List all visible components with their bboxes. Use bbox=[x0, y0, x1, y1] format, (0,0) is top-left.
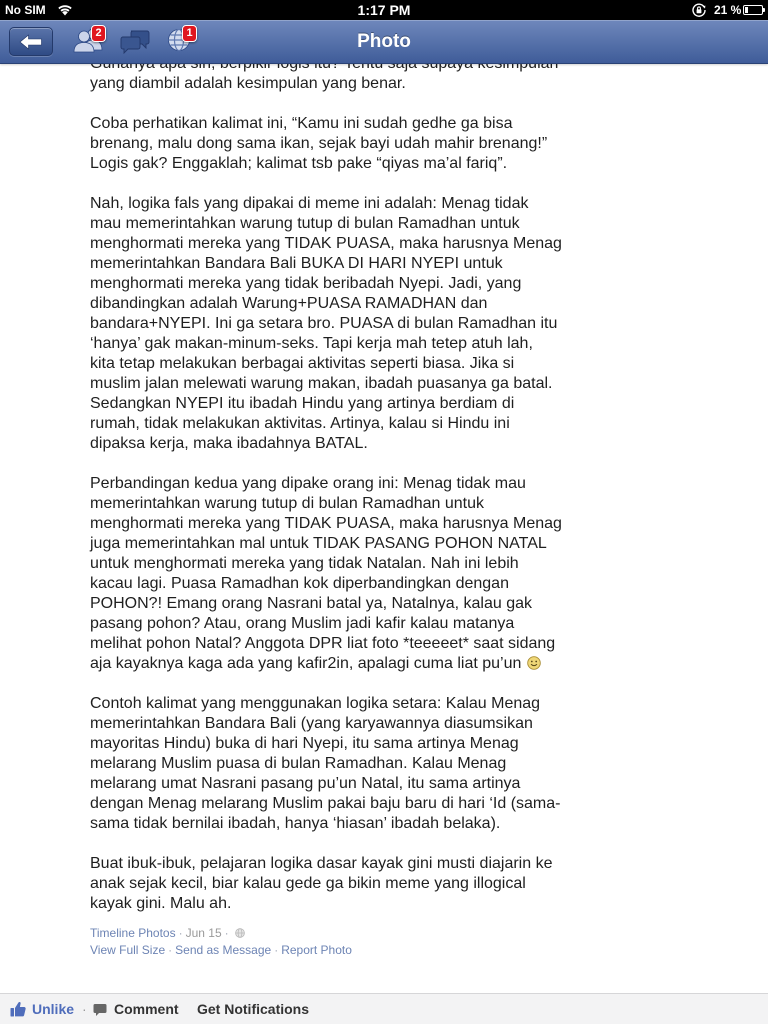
messages-icon[interactable] bbox=[120, 30, 150, 54]
separator: · bbox=[224, 926, 229, 940]
post-text-line: Sedangkan NYEPI itu ibadah Hindu yang artinya berdiam di bbox=[90, 395, 515, 412]
notifications-badge[interactable]: 1 bbox=[182, 25, 197, 42]
post-text-line: melarang umat Nasrani pasang pu’un Natal, itu sama artinya bbox=[90, 775, 521, 792]
report-photo-link[interactable]: Report Photo bbox=[281, 943, 352, 957]
post-text-line: muslim jalan melewati warung makan, ibadah puasanya ga batal. bbox=[90, 375, 553, 392]
caption-paragraph bbox=[90, 854, 562, 914]
navigation-bar bbox=[0, 20, 768, 64]
status-bar bbox=[0, 0, 768, 20]
battery-icon bbox=[743, 5, 766, 15]
post-text-line: pasang pohon? Atau, orang Muslim jadi kafir kalau matanya bbox=[90, 615, 515, 632]
post-text-line: Contoh kalimat yang menggunakan logika setara: Kalau Menag bbox=[90, 695, 541, 712]
friend-requests-badge[interactable]: 2 bbox=[91, 25, 106, 42]
comment-icon[interactable] bbox=[93, 1003, 107, 1016]
post-text-line: Nah, logika fals yang dipakai di meme ini adalah: Menag tidak bbox=[90, 195, 529, 212]
carrier-label: No SIM bbox=[5, 3, 46, 17]
post-text-line: Coba perhatikan kalimat ini, “Kamu ini sudah gedhe ga bisa bbox=[90, 115, 513, 132]
caption-paragraph bbox=[90, 194, 562, 454]
post-text-line: POHON?! Emang orang Nasrani batal ya, Natalnya, kalau gak bbox=[90, 595, 533, 612]
separator: · bbox=[274, 943, 279, 957]
post-text-line: brenang, malu dong sama ikan, sejak bayi udah mahir brenang!” bbox=[90, 135, 548, 152]
smile-emoticon-icon bbox=[527, 656, 541, 670]
separator: · bbox=[178, 926, 183, 940]
photo-actions-row bbox=[90, 942, 562, 959]
separator: · bbox=[168, 943, 173, 957]
post-text-line: sama tidak bernilai ibadah, hanya ‘hiasan’ ibadah belaka). bbox=[90, 815, 501, 832]
photo-source-row bbox=[90, 925, 562, 942]
album-link[interactable]: Timeline Photos bbox=[90, 926, 176, 940]
post-text-line-text: aja kayaknya kaga ada yang kafir2in, apalagi cuma liat pu’un bbox=[90, 655, 522, 672]
post-text-line: menghormati mereka yang tidak beribadah Nyepi. Jadi, yang bbox=[90, 275, 522, 292]
caption-paragraph bbox=[90, 114, 562, 174]
post-text-line: memerintahkan warung tutup di bulan Ramadhan untuk bbox=[90, 495, 485, 512]
post-text-line bbox=[90, 654, 562, 674]
back-button[interactable] bbox=[9, 27, 53, 56]
public-globe-icon bbox=[235, 928, 245, 938]
post-text-line: kayak gini. Malu ah. bbox=[90, 895, 232, 912]
photo-caption-scroll-area[interactable] bbox=[0, 64, 768, 993]
post-caption bbox=[90, 54, 562, 959]
separator: · bbox=[82, 1001, 87, 1017]
post-text-line: melarang Muslim puasa di bulan Ramadhan. Kalau Menag bbox=[90, 755, 507, 772]
clock: 1:17 PM bbox=[357, 2, 411, 18]
thumbs-up-icon[interactable] bbox=[10, 1001, 26, 1017]
rotation-lock-icon bbox=[691, 3, 707, 17]
photo-meta bbox=[90, 925, 562, 959]
post-text-line: memerintahkan Bandara Bali BUKA DI HARI NYEPI untuk bbox=[90, 255, 503, 272]
post-text-line: Perbandingan kedua yang dipake orang ini: Menag tidak mau bbox=[90, 475, 526, 492]
post-text-line: mau memerintahkan warung tutup di bulan Ramadhan untuk bbox=[90, 215, 520, 232]
battery-percent: 21 % bbox=[714, 3, 742, 17]
post-text-line: anak sejak kecil, biar kalau gede ga bikin meme yang illogical bbox=[90, 875, 526, 892]
get-notifications-button[interactable]: Get Notifications bbox=[197, 1001, 310, 1017]
unlike-button[interactable]: Unlike bbox=[32, 1001, 75, 1017]
send-as-message-link[interactable]: Send as Message bbox=[175, 943, 272, 957]
post-text-line: untuk menghormati mereka yang tidak Natalan. Nah ini lebih bbox=[90, 555, 519, 572]
post-text-line: dipaksa kerja, maka ibadahnya BATAL. bbox=[90, 435, 368, 452]
comment-button[interactable]: Comment bbox=[114, 1001, 179, 1017]
post-text-line: rumah, tidak melakukan aktivitas. Artinya, kalau si Hindu ini bbox=[90, 415, 510, 432]
page-title: Photo bbox=[357, 31, 411, 52]
battery-terminal bbox=[763, 8, 765, 12]
post-text-line: Buat ibuk-ibuk, pelajaran logika dasar kayak gini musti diajarin ke bbox=[90, 855, 553, 872]
post-text-line: Logis gak? Enggaklah; kalimat tsb pake “qiyas ma’al fariq”. bbox=[90, 155, 508, 172]
post-text-line: dibandingkan adalah Warung+PUASA RAMADHAN dan bbox=[90, 295, 488, 312]
post-text-line: bandara+NYEPI. Ini ga setara bro. PUASA di bulan Ramadhan itu bbox=[90, 315, 558, 332]
post-date: Jun 15 bbox=[185, 926, 222, 940]
battery-fill bbox=[745, 7, 748, 13]
post-text-line: kita tetap melakukan berbagai aktivitas seperti biasa. Jika si bbox=[90, 355, 515, 372]
post-text-line: yang diambil adalah kesimpulan yang benar. bbox=[90, 75, 406, 92]
post-text-line: melihat pohon Natal? Anggota DPR liat foto *teeeeet* saat sidang bbox=[90, 635, 556, 652]
caption-paragraph bbox=[90, 474, 562, 674]
post-text-line: dengan Menag melarang Muslim pakai baju baru di hari ‘Id (sama- bbox=[90, 795, 561, 812]
post-text-line: memerintahkan Bandara Bali (yang karyawannya diasumsikan bbox=[90, 715, 533, 732]
post-text-line: ‘hanya’ gak makan-minum-seks. Tapi kerja mah tetep atuh lah, bbox=[90, 335, 533, 352]
post-text-line: mayoritas Hindu) buka di hari Nyepi, itu sama artinya Menag bbox=[90, 735, 519, 752]
caption-paragraph bbox=[90, 694, 562, 834]
photo-action-bar bbox=[0, 993, 768, 1024]
post-text-line: menghormati mereka yang TIDAK PUASA, maka harusnya Menag bbox=[90, 235, 562, 252]
post-text-line: kacau lagi. Puasa Ramadhan kok diperbandingkan dengan bbox=[90, 575, 509, 592]
post-text-line: juga memerintahkan mal untuk TIDAK PASANG POHON NATAL bbox=[90, 535, 547, 552]
view-full-size-link[interactable]: View Full Size bbox=[90, 943, 166, 957]
post-text-line: menghormati mereka yang TIDAK PUASA, maka harusnya Menag bbox=[90, 515, 562, 532]
back-arrow-icon bbox=[19, 34, 43, 50]
